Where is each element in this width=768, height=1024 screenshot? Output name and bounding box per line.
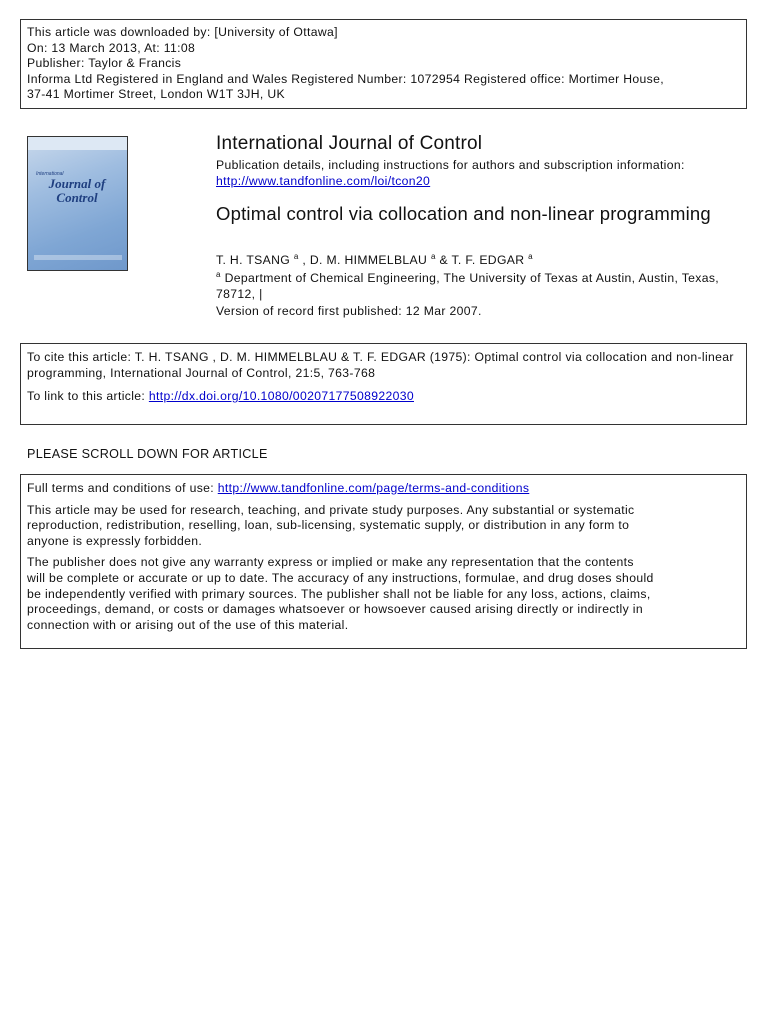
affiliation-mark: a xyxy=(216,270,221,279)
usage-line: This article may be used for research, teaching, and private study purposes. Any substantial or systematic xyxy=(27,502,635,517)
download-notice-line: This article was downloaded by: [University of Ottawa] xyxy=(27,25,338,39)
author-name: T. H. TSANG xyxy=(216,253,291,267)
citation-box xyxy=(20,343,747,425)
author-affiliation-mark: a xyxy=(430,252,436,261)
cover-title-line2: Control xyxy=(56,190,98,205)
publication-details: Publication details, including instructions for authors and subscription information: xyxy=(216,158,685,172)
doi-link[interactable]: http://dx.doi.org/10.1080/00207177508922030 xyxy=(148,389,414,404)
affiliation-line2: 78712, | xyxy=(216,287,263,301)
usage-line: anyone is expressly forbidden. xyxy=(27,533,203,548)
affiliation-line1: Department of Chemical Engineering, The University of Texas at Austin, Austin, Texas, xyxy=(224,271,720,285)
author-affiliation-mark: a xyxy=(528,252,533,261)
usage-line: reproduction, redistribution, reselling, loan, sub-licensing, systematic supply, or distribution in any form to xyxy=(27,518,630,533)
usage-paragraph xyxy=(27,503,746,550)
scroll-down-notice: PLEASE SCROLL DOWN FOR ARTICLE xyxy=(27,447,268,461)
terms-label: Full terms and conditions of use: xyxy=(27,481,218,495)
author-list xyxy=(216,253,533,269)
terms-link[interactable]: http://www.tandfonline.com/page/terms-and-conditions xyxy=(217,481,530,495)
cover-overline: International xyxy=(36,171,64,177)
author-name: D. M. HIMMELBLAU xyxy=(309,253,428,267)
cover-title xyxy=(32,177,122,205)
disclaimer-line: will be complete or accurate or up to date. The accuracy of any instructions, formulae, and drug doses should xyxy=(27,570,654,585)
terms-box xyxy=(20,474,747,649)
journal-title: International Journal of Control xyxy=(216,133,483,154)
download-notice-line: Informa Ltd Registered in England and Wales Registered Number: 1072954 Registered office: Mortimer House, xyxy=(27,71,664,86)
download-notice-line: Publisher: Taylor & Francis xyxy=(27,56,182,71)
article-title: Optimal control via collocation and non-linear programming xyxy=(216,203,711,224)
citation-line: To cite this article: T. H. TSANG , D. M. HIMMELBLAU & T. F. EDGAR (1975): Optimal control via collocation and non-linear xyxy=(27,350,734,364)
terms-link-row xyxy=(27,481,746,497)
download-notice-line: On: 13 March 2013, At: 11:08 xyxy=(27,40,196,55)
download-notice-box xyxy=(20,19,747,109)
author-name: T. F. EDGAR xyxy=(451,253,525,267)
download-notice-line: 37-41 Mortimer Street, London W1T 3JH, UK xyxy=(27,87,285,102)
disclaimer-line: connection with or arising out of the use of this material. xyxy=(27,617,349,632)
version-of-record: Version of record first published: 12 Mar 2007. xyxy=(216,304,482,318)
doi-link-label: To link to this article: xyxy=(27,389,149,404)
journal-link[interactable]: http://www.tandfonline.com/loi/tcon20 xyxy=(216,174,431,188)
affiliation xyxy=(216,271,719,287)
disclaimer-line: proceedings, demand, or costs or damages whatsoever or howsoever caused arising directly or indirectly in xyxy=(27,602,643,617)
cover-title-line1: Journal of xyxy=(48,176,106,191)
disclaimer-paragraph xyxy=(27,555,746,633)
citation-line: programming, International Journal of Control, 21:5, 763-768 xyxy=(27,365,376,380)
journal-link-wrapper xyxy=(216,174,430,190)
journal-cover-image xyxy=(27,136,128,271)
cover-header-stripe xyxy=(28,137,127,150)
author-affiliation-mark: a xyxy=(293,252,299,261)
doi-link-row xyxy=(27,389,746,405)
disclaimer-line: The publisher does not give any warranty express or implied or make any representation that the contents xyxy=(27,555,634,570)
cover-footer-band xyxy=(34,255,122,260)
author-separator: , xyxy=(298,253,310,267)
disclaimer-line: be independently verified with primary sources. The publisher shall not be liable for any loss, actions, claims, xyxy=(27,586,651,601)
author-separator: & xyxy=(435,253,452,267)
